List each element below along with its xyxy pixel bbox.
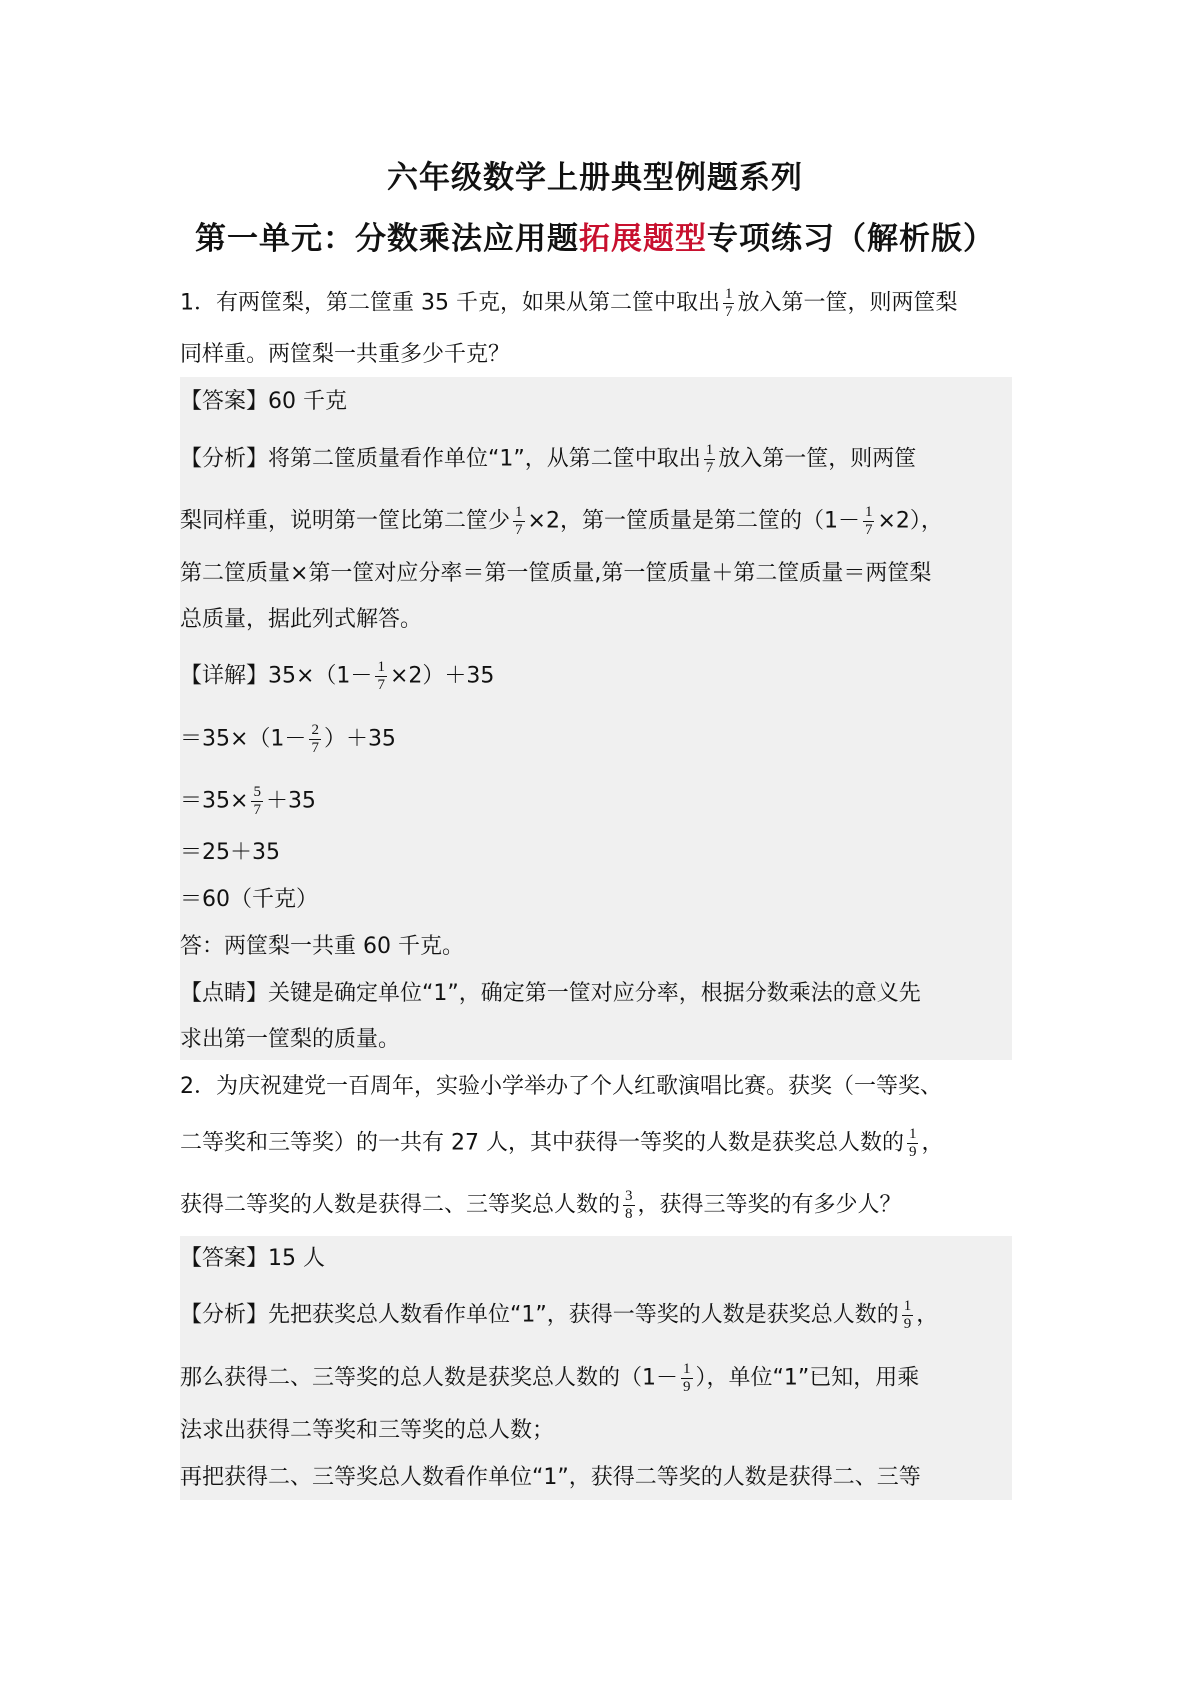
fraction: $\frac{5}{7}$ (253, 784, 261, 818)
q2-line-2: 二等奖和三等奖）的一共有 27 人，其中获得一等奖的人数是获奖总人数的 $\frac{1}{9}$ ， (180, 1126, 944, 1160)
q1-tip-line-2: 求出第一筐梨的质量。 (180, 1027, 401, 1052)
subtitle-suffix: 专项练习（解析版） (707, 221, 995, 257)
document-subtitle (0, 213, 1190, 258)
subtitle-highlight: 拓展题型 (579, 221, 707, 257)
q1-detail-line-5: ＝60（千克） (180, 887, 318, 912)
q1-detail-line-3: ＝35× $\frac{5}{7}$ ＋35 (180, 784, 316, 818)
q1-analysis-line-3: 第二筐质量×第一筐对应分率＝第一筐质量,第一筐质量＋第二筐质量＝两筐梨 (180, 561, 932, 586)
q1-detail-line-1: 【详解】35×（1－ $\frac{1}{7}$ ×2）＋35 (180, 659, 495, 693)
q2-analysis-line-1: 【分析】先把获奖总人数看作单位“1”，获得一等奖的人数是获奖总人数的 $\frac{1}{9}$ ， (180, 1298, 939, 1332)
fraction: $\frac{1}{7}$ (724, 286, 733, 320)
q1-answer: 【答案】60 千克 (180, 389, 347, 414)
q2-line-1: 2．为庆祝建党一百周年，实验小学举办了个人红歌演唱比赛。获奖（一等奖、 (180, 1074, 942, 1099)
q1-analysis-line-1: 【分析】将第二筐质量看作单位“1”，从第二筐中取出 $\frac{1}{7}$ 放入第一筐，则两筐 (180, 442, 917, 476)
q2-analysis-line-2: 那么获得二、三等奖的总人数是获奖总人数的（1－ $\frac{1}{9}$ ），单位“1”已知，用乘 (180, 1361, 920, 1395)
fraction: $\frac{2}{7}$ (311, 722, 319, 756)
q1-line-1: 1．有两筐梨，第二筐重 35 千克，如果从第二筐中取出 $\frac{1}{7}$ 放入第一筐，则两筐梨 (180, 286, 958, 320)
subtitle-prefix: 第一单元：分数乘法应用题 (195, 221, 579, 257)
fraction: $\frac{1}{9}$ (903, 1298, 912, 1332)
fraction: $\frac{1}{7}$ (377, 659, 385, 693)
fraction: $\frac{1}{7}$ (864, 504, 873, 538)
q1-analysis-line-4: 总质量，据此列式解答。 (180, 607, 423, 632)
fraction: $\frac{1}{9}$ (683, 1361, 691, 1395)
q1-detail-line-4: ＝25＋35 (180, 840, 280, 865)
document-title: 六年级数学上册典型例题系列 (387, 160, 803, 196)
q1-line-2: 同样重。两筐梨一共重多少千克？ (180, 342, 511, 367)
q1-conclusion: 答：两筐梨一共重 60 千克。 (180, 934, 464, 959)
q2-answer: 【答案】15 人 (180, 1246, 325, 1271)
q2-line-3: 获得二等奖的人数是获得二、三等奖总人数的 $\frac{3}{8}$ ，获得三等奖的有多少人？ (180, 1188, 902, 1222)
q1-analysis-line-2: 梨同样重，说明第一筐比第二筐少 $\frac{1}{7}$ ×2，第一筐质量是第二筐的（1－ $\frac{1}{7}$ ×2）， (180, 504, 943, 538)
q1-tip-line-1: 【点睛】关键是确定单位“1”，确定第一筐对应分率，根据分数乘法的意义先 (180, 981, 921, 1006)
fraction: $\frac{1}{7}$ (515, 504, 523, 538)
fraction: $\frac{1}{7}$ (705, 442, 714, 476)
fraction: $\frac{3}{8}$ (625, 1188, 633, 1222)
fraction: $\frac{1}{9}$ (908, 1126, 917, 1160)
q2-analysis-line-4: 再把获得二、三等奖总人数看作单位“1”，获得二等奖的人数是获得二、三等 (180, 1465, 921, 1490)
q1-detail-line-2: ＝35×（1－ $\frac{2}{7}$ ）＋35 (180, 722, 396, 756)
q2-analysis-line-3: 法求出获得二等奖和三等奖的总人数； (180, 1418, 555, 1443)
